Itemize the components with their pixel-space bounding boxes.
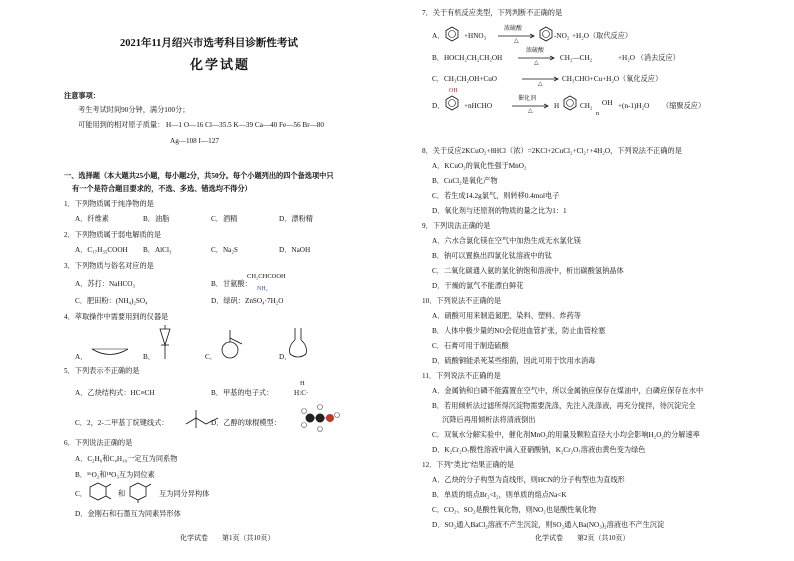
q7-b-prefix: B．HOCH₂CH₂CH₂OH xyxy=(432,54,503,62)
q7-b-tail: +H₂O （消去反应） xyxy=(618,54,680,62)
q2-option-d: D．NaOH xyxy=(279,246,311,254)
q11-option-b-line-1: B．若用倾析法过滤所得沉淀物需要洗涤，先注入洗涤液，再充分搅拌，待沉淀完全 xyxy=(432,402,696,410)
q7-d-condition: 催化剂 xyxy=(518,96,537,102)
q6-stem: 6．下列说法正确的是 xyxy=(64,439,133,447)
q12-option-c: C．CO₂、SO₂是酸性氧化物，则NO₂也是酸性氧化物 xyxy=(432,506,597,514)
q11-option-a: A．金属钠和白磷不能露置在空气中，所以金属钠应保存在煤油中，白磷应保存在水中 xyxy=(432,387,704,395)
notice-line-3: Ag—108 I—127 xyxy=(170,137,219,145)
q7-b-heat: △ xyxy=(534,60,539,66)
q9-option-b: B．钠可以置换出四氯化钛溶液中的钛 xyxy=(432,252,552,260)
q7-a-prefix: A． xyxy=(432,32,445,40)
q11-option-d: D．K₂Cr₂O₇酸性溶液中滴入亚硝酸钠，K₂Cr₂O₇溶液由黄色变为绿色 xyxy=(432,446,646,454)
q6-isomer-text: 互为同分异构体 xyxy=(159,490,210,498)
polymer-ring-icon xyxy=(562,95,578,111)
q1-option-b: B．油脂 xyxy=(143,215,170,223)
q8-option-b: B．CuCl₂是氧化产物 xyxy=(432,177,498,185)
q3-glycine-nh2: NH₂ xyxy=(257,286,268,292)
q5-methyl-h: H xyxy=(300,380,305,387)
q7-d-tail: +(n-1)H₂O xyxy=(618,102,650,110)
q2-stem: 2．下列物质属于弱电解质的是 xyxy=(64,231,162,239)
q4-option-c: C． xyxy=(205,353,217,361)
q3-option-a: A．苏打：NaHCO₃ xyxy=(75,280,136,288)
q3-stem: 3．下列物质与俗名对应的是 xyxy=(64,262,154,270)
q5-option-a: A．乙炔结构式：HC≡CH xyxy=(75,389,155,397)
q7-d-ch2: CH₂ xyxy=(580,102,593,110)
q7-a-reagent: +HNO₃ xyxy=(464,32,487,40)
q7-c-prefix: C．CH₃CH₂OH+CuO xyxy=(432,75,497,83)
q5-stem: 5．下列表示不正确的是 xyxy=(64,367,140,375)
q7-d-phenol-oh: OH xyxy=(449,88,458,94)
q7-a-tail: +H₂O（取代反应） xyxy=(572,32,633,40)
q1-option-a: A．纤维素 xyxy=(75,215,109,223)
q7-d-h: H xyxy=(554,102,560,110)
q4-stem: 4．萃取操作中需要用到的仪器是 xyxy=(64,313,169,321)
q5-option-b: B．甲基的电子式： xyxy=(211,389,274,397)
notice-line-1: 考生考试时间90分钟，满分100分； xyxy=(78,106,190,114)
q3-option-d: D．绿矾：ZnSO₄·7H₂O xyxy=(211,297,284,305)
q10-option-b: B．人体中极少量的NO会促进血管扩张，防止血管栓塞 xyxy=(432,327,606,335)
q10-stem: 10．下列说法不正确的是 xyxy=(422,297,502,305)
notice-heading: 注意事项： xyxy=(64,92,100,100)
q10-option-a: A．硝酸可用来制造氮肥、染料、塑料、炸药等 xyxy=(432,312,581,320)
q7-d-oh: OH xyxy=(602,99,613,107)
q12-option-b: B．单质的熔点Br₂<I₂，则单质的熔点Na<K xyxy=(432,491,567,499)
q9-option-d: D．干燥的氯气不能漂白鲜花 xyxy=(432,282,524,290)
section-1-line-1: 一、选择题（本大题共25小题，每小题2分，共50分。每个小题列出的四个备选项中只 xyxy=(64,172,334,180)
m-xylene-structure-icon xyxy=(128,481,152,503)
section-1-line-2: 有一个是符合题目要求的，不选、多选、错选均不得分） xyxy=(72,185,252,193)
q4-option-b: B． xyxy=(143,353,155,361)
phenol-ring-icon xyxy=(444,95,460,111)
q12-stem: 12．下列"类比"结果正确的是 xyxy=(422,461,515,469)
separatory-funnel-icon xyxy=(155,325,175,361)
q1-option-d: D．漂粉精 xyxy=(279,215,313,223)
q6-and: 和 xyxy=(118,490,126,498)
q11-stem: 11．下列说法不正确的是 xyxy=(422,372,501,380)
o-xylene-structure-icon xyxy=(88,481,112,503)
q5-option-c: C．2，2-二甲基丁烷键线式： xyxy=(75,419,169,427)
q8-option-c: C．若生成14.2g氯气，则转移0.4mol电子 xyxy=(432,192,560,200)
q7-a-condition: 浓硫酸 xyxy=(504,26,523,32)
q6-option-b: B．¹⁶O₂和¹⁸O₃互为同位素 xyxy=(75,471,155,479)
q7-c-product: CH₃CHO+Cu+H₂O（氧化反应） xyxy=(562,75,663,83)
conical-flask-icon xyxy=(288,328,308,360)
q7-a-heat: △ xyxy=(514,38,519,44)
q1-stem: 1．下列物质属于纯净物的是 xyxy=(64,200,154,208)
q2-option-a: A．C₁₇H₃₅COOH xyxy=(75,246,128,254)
q2-option-c: C．Na₂S xyxy=(211,246,238,254)
q7-b-condition: 浓硫酸 xyxy=(526,48,545,54)
distillation-flask-icon xyxy=(220,330,246,360)
footer-page-2: 化学试卷 第2页（共10页） xyxy=(535,534,630,542)
q7-stem: 7．关于有机反应类型，下列判断不正确的是 xyxy=(422,9,563,17)
q9-stem: 9．下列说法正确的是 xyxy=(422,222,491,230)
q7-d-n: n xyxy=(596,111,599,117)
q7-d-heat: △ xyxy=(528,108,533,114)
q12-option-a: A．乙炔的分子构型为直线形，则HCN的分子构型也为直线形 xyxy=(432,476,625,484)
q8-option-a: A．KCuO₂的氧化性强于MnO₂ xyxy=(432,162,527,170)
exam-subtitle: 化学试题 xyxy=(190,57,251,72)
q7-c-heat: △ xyxy=(538,81,543,87)
benzene-icon xyxy=(444,26,460,42)
q6-option-d: D．金刚石和石墨互为同素异形体 xyxy=(75,510,181,518)
footer-page-1: 化学试卷 第1页（共10页） xyxy=(180,534,275,542)
q11-option-c: C．双氧水分解实验中，催化剂MnO₂的用量及颗粒直径大小均会影响H₂O₂的分解速率 xyxy=(432,431,700,439)
ethanol-ball-stick-icon xyxy=(300,403,340,433)
q7-a-product: -NO₂ xyxy=(554,32,570,40)
q5-option-d: D．乙醇的球棍模型： xyxy=(211,419,281,427)
q9-option-a: A．六水合氯化镁在空气中加热生成无水氯化镁 xyxy=(432,237,581,245)
q7-d-type: （缩聚反应） xyxy=(662,102,706,110)
q4-option-a: A． xyxy=(75,353,88,361)
q8-option-d: D．氧化剂与还原剂的物质的量之比为1：1 xyxy=(432,207,567,215)
q2-option-b: B．AlCl₃ xyxy=(143,246,172,254)
exam-title: 2021年11月绍兴市选考科目诊断性考试 xyxy=(120,38,298,49)
q6-option-c: C． xyxy=(75,490,87,498)
q4-option-d: D． xyxy=(279,353,292,361)
q11-option-b-line-2: 沉降后再用倾析法将清液倒出 xyxy=(442,416,536,424)
q7-b-product: CH₂—CH₂ xyxy=(560,54,593,62)
q7-d-prefix: D． xyxy=(432,102,445,110)
q10-option-d: D．硫酸铜能杀死某些细菌，因此可用于饮用水消毒 xyxy=(432,357,596,365)
notice-line-2: 可能用到的相对原子质量： H—1 O—16 Cl—35.5 K—39 Ca—40 Fe—56 Br—80 xyxy=(78,121,324,129)
q7-d-reagent: +nHCHO xyxy=(464,102,493,110)
q1-option-c: C．酒精 xyxy=(211,215,238,223)
q3-glycine-formula: CH₂CHCOOH xyxy=(247,273,286,280)
q3-option-c: C．肥田粉：(NH₄)₂SO₄ xyxy=(75,297,148,305)
nitrobenzene-ring-icon xyxy=(538,26,554,42)
q3-option-b: B．甘氨酸： xyxy=(211,280,252,288)
q9-option-c: C．二氧化碳通入氨的氯化钠饱和溶液中，析出碳酸氢钠晶体 xyxy=(432,267,624,275)
q8-stem: 8．关于反应2KCuO₂+8HCl（浓）=2KCl+2CuCl₂+Cl₂↑+4H₂O，下列说法不正确的是 xyxy=(422,147,682,155)
evaporating-dish-icon xyxy=(90,346,130,358)
q10-option-c: C．石膏可用于制造硫酸 xyxy=(432,342,509,350)
q6-option-a: A．C₂H₆和C₄H₁₀一定互为同系物 xyxy=(75,455,178,463)
q5-methyl-c: H:C· xyxy=(294,389,309,397)
q12-option-d: D．SO₂通入BaCl₂溶液不产生沉淀，则SO₂通入Ba(NO₃)₂溶液也不产生沉淀 xyxy=(432,521,665,529)
